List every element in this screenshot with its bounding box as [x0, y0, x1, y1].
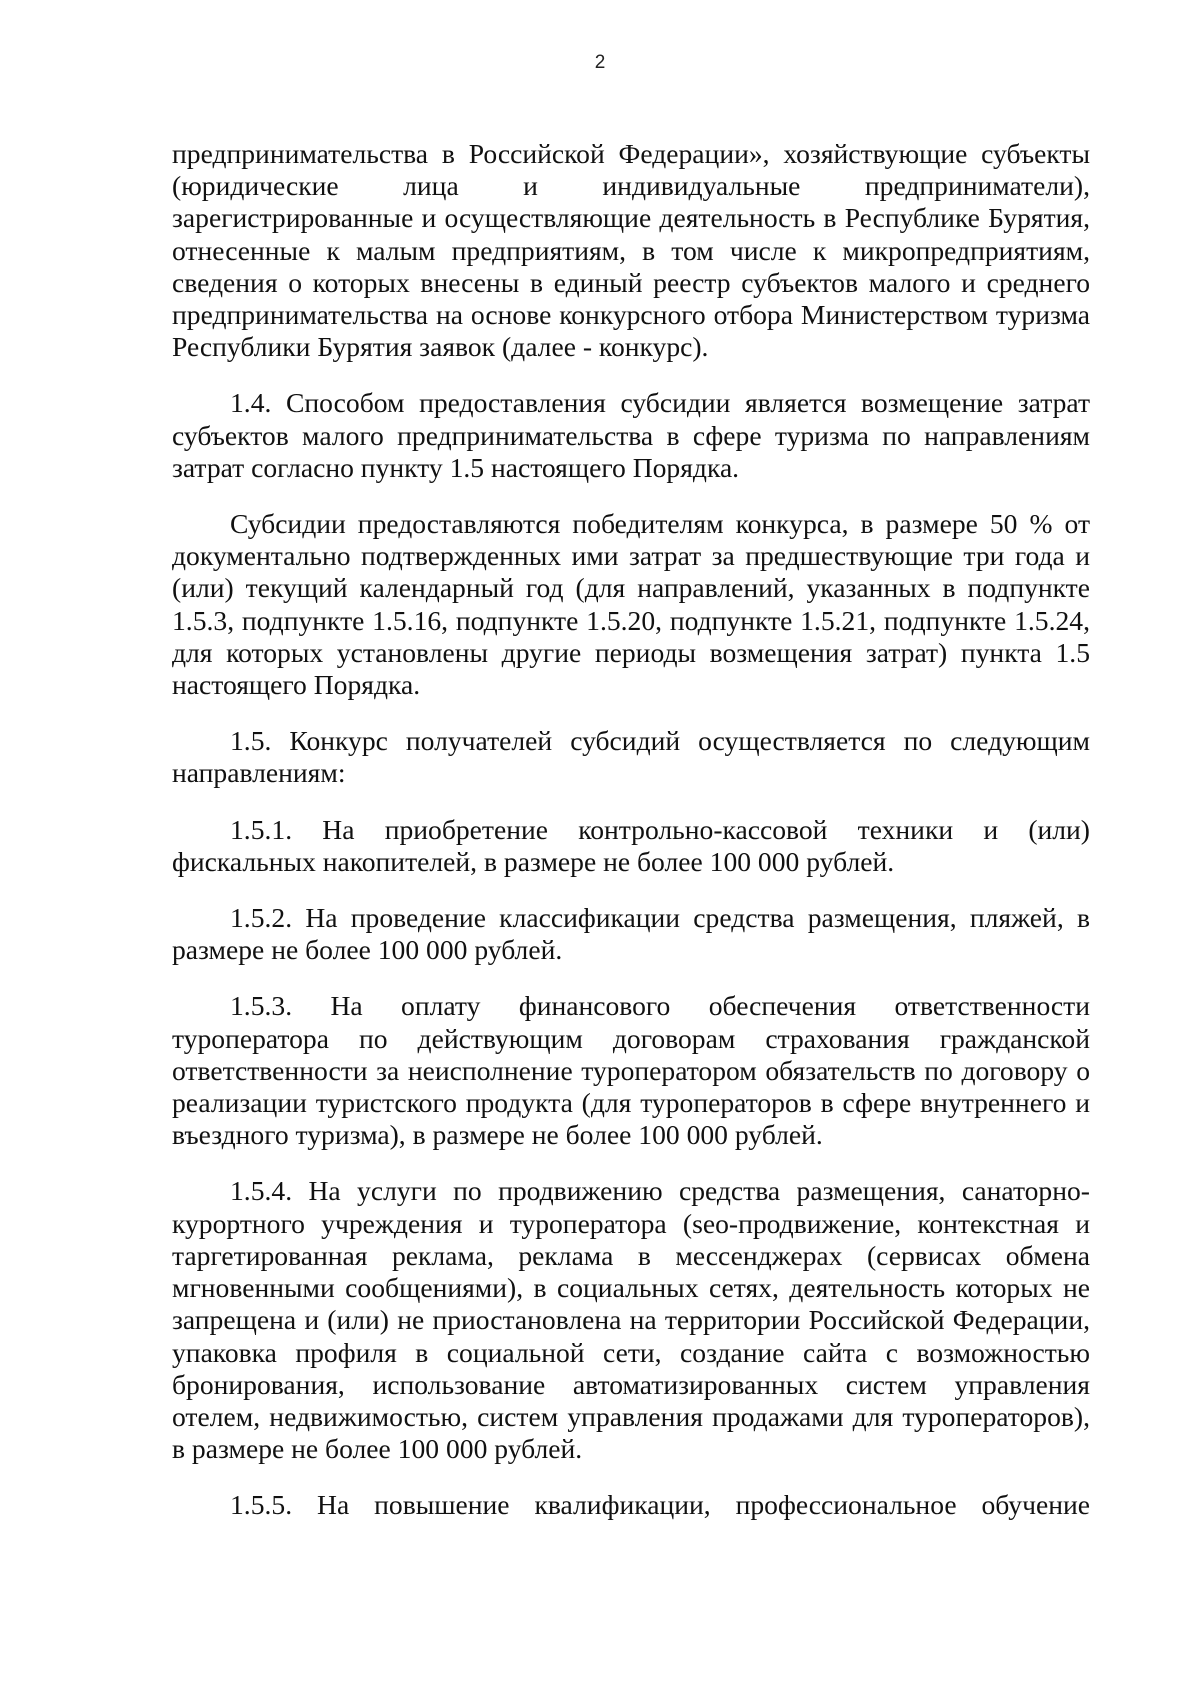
- paragraph-1-5-4: 1.5.4. На услуги по продвижению средства размещения, санаторно-курортного учреждения и туроператора (seo-продвижение, контекстная и таргетированная реклама, реклама в мессенджерах (сервисах обмена мгновенными сообщениями), в социальных сетях, деятельность которых не запрещена и (или) не приостановлена на территории Российской Федерации, упаковка профиля в социальной сети, создание сайта с возможностью бронирования, использование автоматизированных систем управления отелем, недвижимостью, систем управления продажами для туроператоров), в размере не более 100 000 рублей.: [172, 1175, 1090, 1465]
- paragraph-1-5: 1.5. Конкурс получателей субсидий осуществляется по следующим направлениям:: [172, 725, 1090, 789]
- page-number: 2: [594, 52, 606, 73]
- paragraph-1-5-5: 1.5.5. На повышение квалификации, профессиональное обучение: [230, 1489, 1090, 1521]
- document-body: [172, 138, 1090, 1546]
- paragraph-continuation: предпринимательства в Российской Федерации», хозяйствующие субъекты (юридические лица и индивидуальные предприниматели), зарегистрированные и осуществляющие деятельность в Республике Бурятия, отнесенные к малым предприятиям, в том числе к микропредприятиям, сведения о которых внесены в единый реестр субъектов малого и среднего предпринимательства на основе конкурсного отбора Министерством туризма Республики Бурятия заявок (далее - конкурс).: [172, 138, 1090, 363]
- paragraph-1-5-1: 1.5.1. На приобретение контрольно-кассовой техники и (или) фискальных накопителей, в размере не более 100 000 рублей.: [172, 813, 1090, 877]
- paragraph-1-5-2: 1.5.2. На проведение классификации средства размещения, пляжей, в размере не более 100 000 рублей.: [172, 902, 1090, 966]
- paragraph-1-4: 1.4. Способом предоставления субсидии является возмещение затрат субъектов малого предпринимательства в сфере туризма по направлениям затрат согласно пункту 1.5 настоящего Порядка.: [172, 387, 1090, 483]
- paragraph-1-5-3: 1.5.3. На оплату финансового обеспечения ответственности туроператора по действующим договорам страхования гражданской ответственности за неисполнение туроператором обязательств по договору о реализации туристского продукта (для туроператоров в сфере внутреннего и въездного туризма), в размере не более 100 000 рублей.: [172, 990, 1090, 1151]
- paragraph-subsidies: Субсидии предоставляются победителям конкурса, в размере 50 % от документально подтвержденных ими затрат за предшествующие три года и (или) текущий календарный год (для направлений, указанных в подпункте 1.5.3, подпункте 1.5.16, подпункте 1.5.20, подпункте 1.5.21, подпункте 1.5.24, для которых установлены другие периоды возмещения затрат) пункта 1.5 настоящего Порядка.: [172, 508, 1090, 701]
